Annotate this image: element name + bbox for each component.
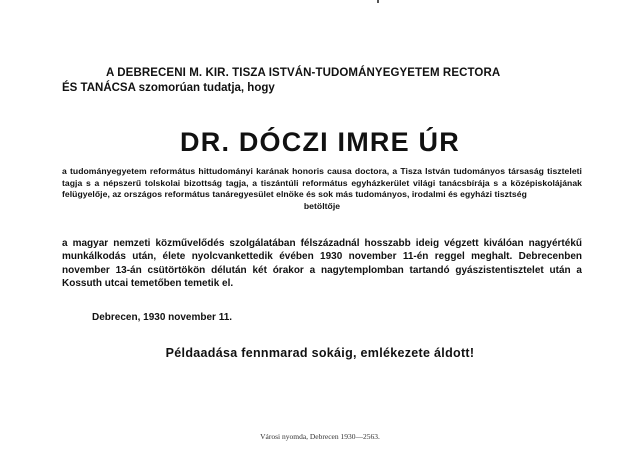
place-and-date: Debrecen, 1930 november 11. [92, 312, 233, 323]
printer-imprint: Városi nyomda, Debrecen 1930—2563. [260, 432, 380, 441]
death-announcement-text: a magyar nemzeti közművelődés szolgálatában félszázadnál hosszabb ideig végzett kiválóan nagyértékű munkálkodás után, élete nyolcvankettedik évében 1930 november 11-én reggel meghalt. Debrecenben november 13-án csütörtökön délután két órakor a nagytemplomban tartandó gyászistentisztelet után a Kossuth utcai temetőben temetik el. [62, 238, 582, 290]
deceased-name: DR. DÓCZI IMRE ÚR [180, 127, 460, 157]
header-line-2 [62, 81, 592, 96]
header-line-1: A DEBRECENI M. KIR. TISZA ISTVÁN-TUDOMÁNYEGYETEM RECTORA [106, 67, 501, 79]
header-line-2-bold: ÉS TANÁCSA [62, 82, 136, 94]
header-line-2-rest: szomorúan tudatja, hogy [135, 82, 275, 94]
deceased-titles [62, 166, 582, 212]
notice-header [62, 66, 592, 96]
titles-text: a tudományegyetem református hittudományi karának honoris causa doctora, a Tisza István tudományos társaság tiszteleti tagja s a népszerű tolskolai bizottság tagja, a tiszántúli református egyházkerület világi tanácsbírája s a középiskolájának felügyelője, az országos református tanáregyesület elnöke és sok más tudományos, irodalmi és egyházi tisztség [62, 166, 582, 199]
stray-ink-mark [377, 0, 379, 3]
closing-line: Példaadása fennmarad sokáig, emlékezete áldott! [165, 346, 475, 360]
titles-last-word: betöltője [303, 200, 341, 211]
